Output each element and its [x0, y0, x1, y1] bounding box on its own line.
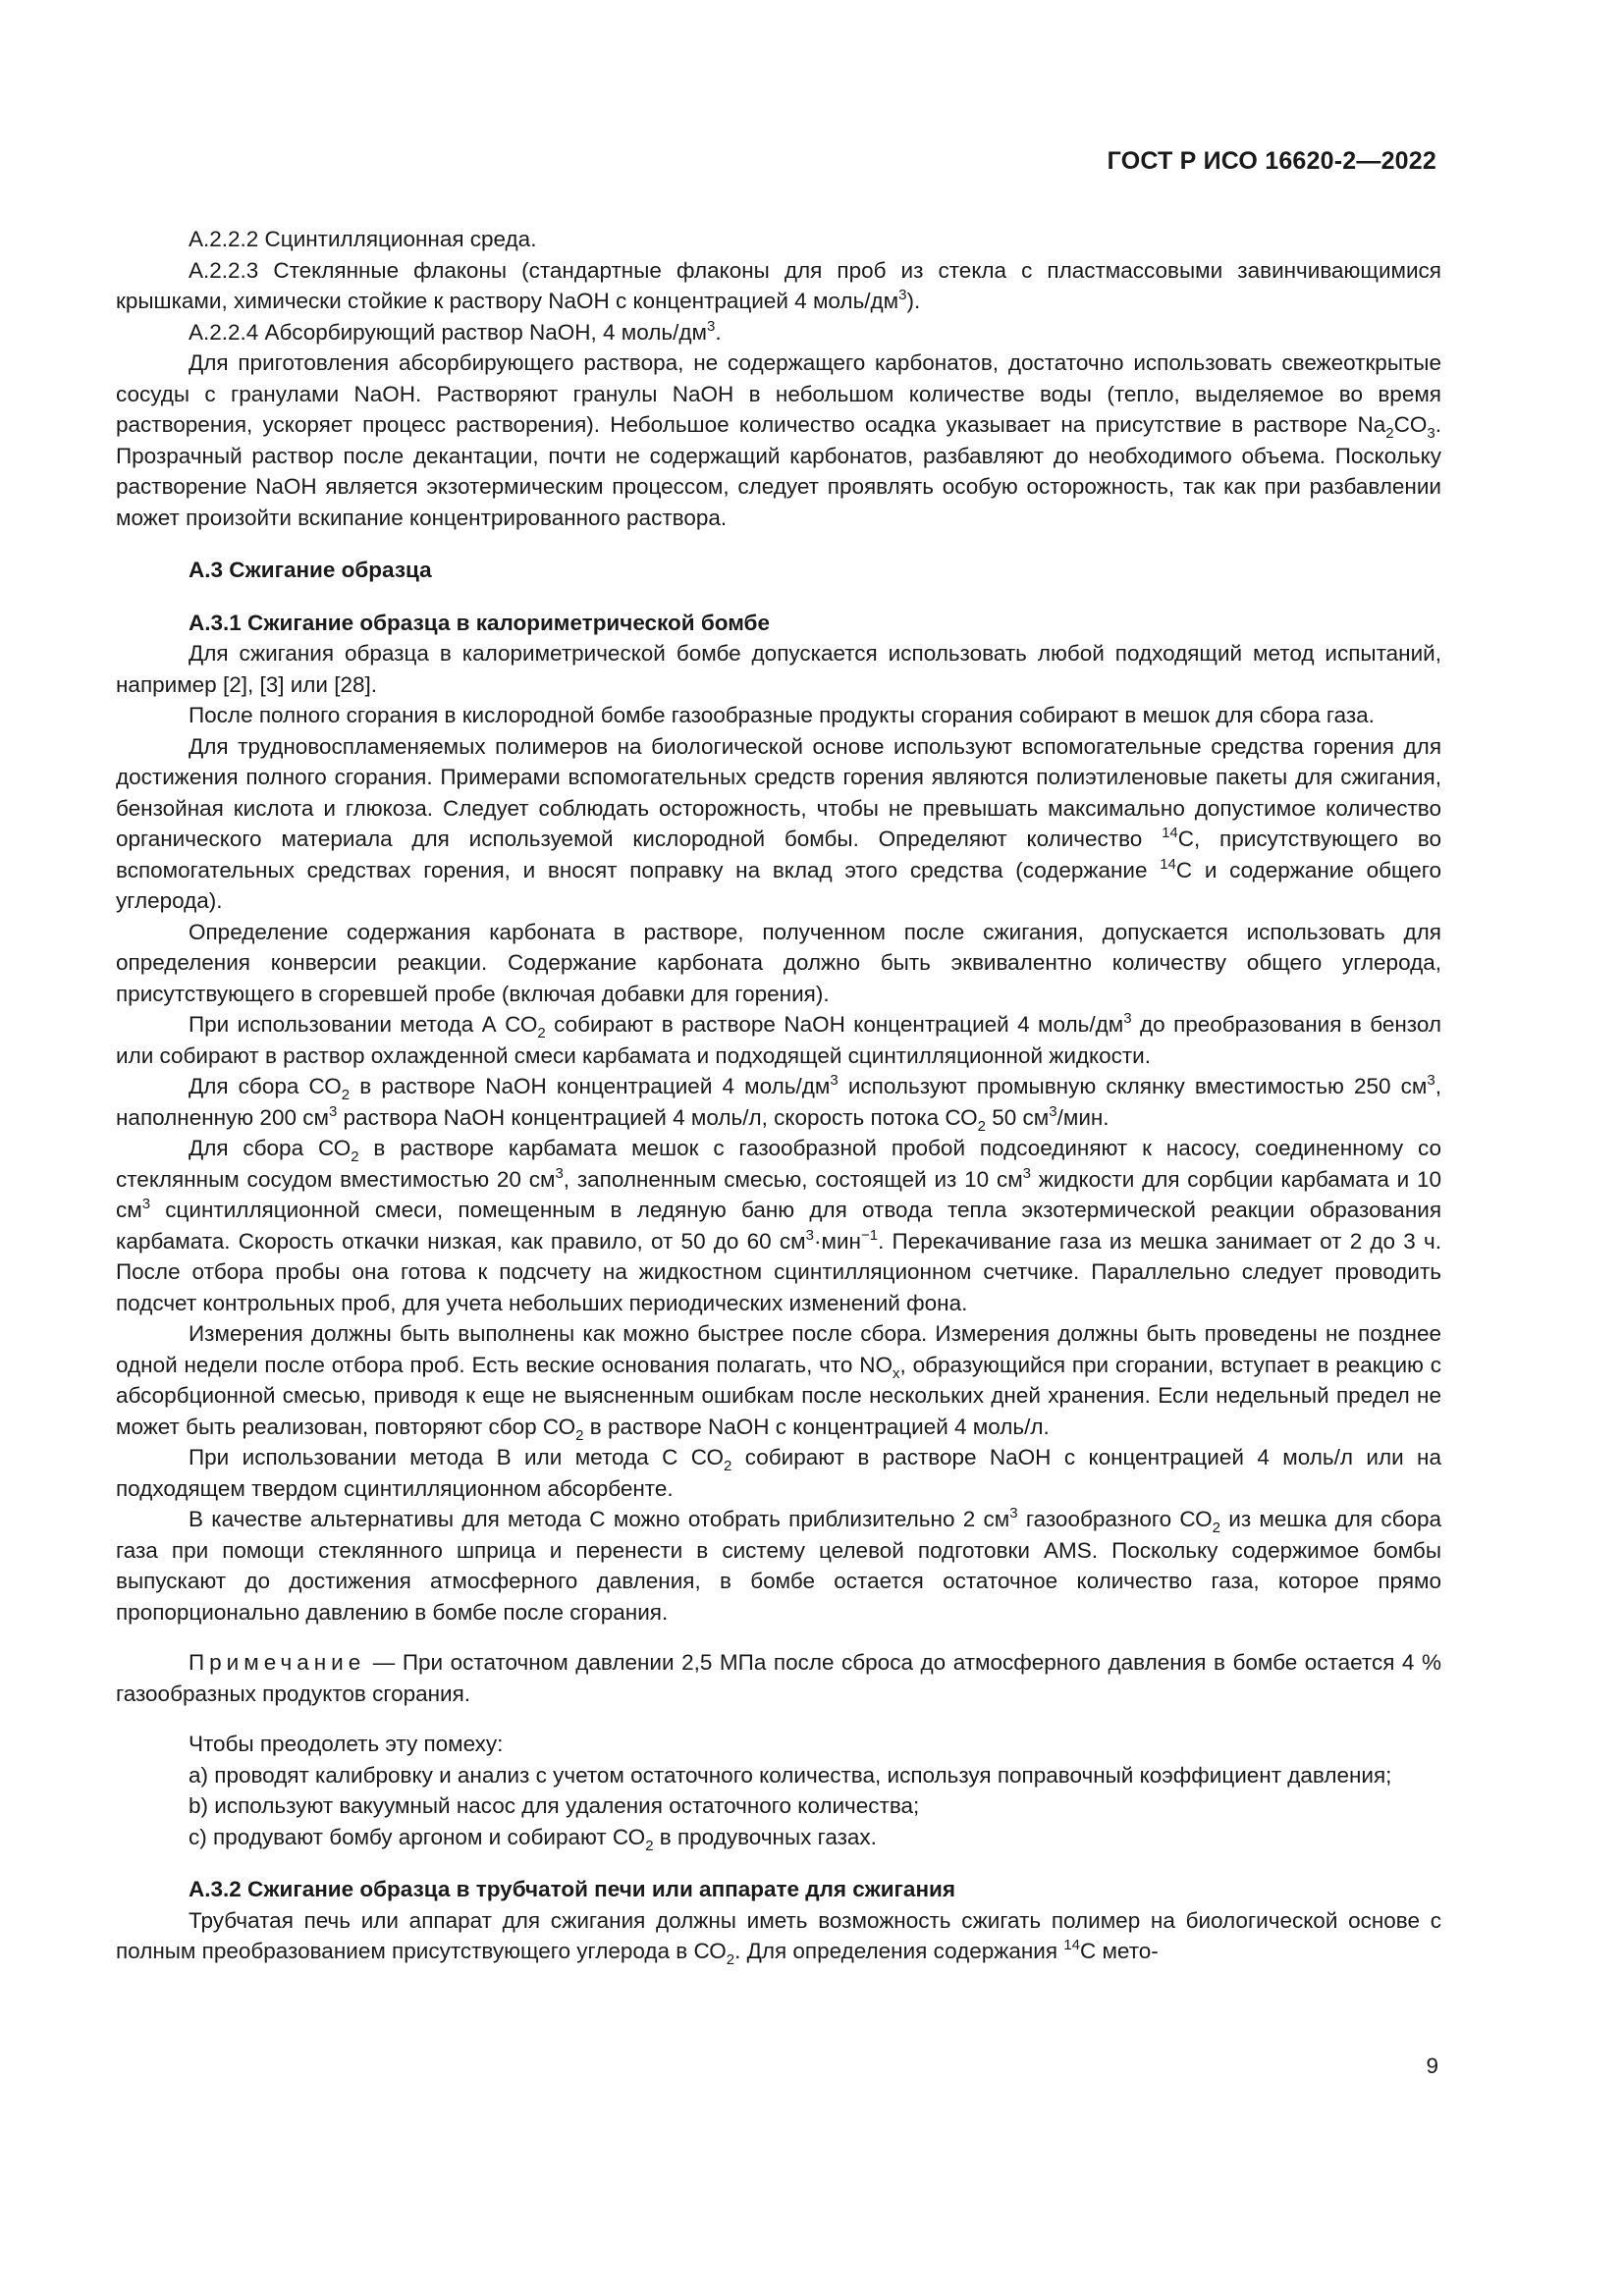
document-body [116, 224, 1441, 1967]
paragraph-alternative: В качестве альтернативы для метода С можно отобрать приблизительно 2 $см^3$ газообразного $СО_2$ из мешка для сбора газа при помощи стеклянного шприца и перенести в систему целевой подготовки AMS. Поскольку содержимое бомбы выпускают до достижения атмосферного давления, в бомбе остается остаточное количество газа, которое прямо пропорционально давлению в бомбе после сгорания. [116, 1505, 1441, 1625]
paragraph-method-a: При использовании метода А $СО_2$ собирают в растворе NaOH концентрацией 4 моль/$дм^3$ до преобразования в бензол или собирают в раствор охлажденной смеси карбамата и подходящей сцинтилляционной жидкости. [116, 1010, 1441, 1068]
note-label: Примечание [189, 1650, 366, 1675]
paragraph-a224: А.2.2.4 Абсорбирующий раствор NaOH, 4 моль/$дм^3$. [189, 317, 722, 345]
list-item-c: с) продувают бомбу аргоном и собирают $СО_2$ в продувочных газах. [189, 1824, 877, 1854]
paragraph-tube-furnace: Трубчатая печь или аппарат для сжигания должны иметь возможность сжигать полимер на биологической основе с полным преобразованием присутствующего углерода в $СО_2$. Для определения содержания $^{14}$С мето- [116, 1907, 1441, 1968]
paragraph-absorbent-prep: Для приготовления абсорбирующего раствора, не содержащего карбонатов, достаточно использовать свежеоткрытые сосуды с гранулами NaOH. Растворяют гранулы NaOH в небольшом количестве воды (тепло, выделяемое во время растворения, ускоряет процесс растворения). Небольшое количество осадка указывает на присутствие в растворе $Na_2CO_3$. Прозрачный раствор после декантации, почти не содержащий карбонатов, разбавляют до необходимого объема. Поскольку растворение NaOH является экзотермическим процессом, следует проявлять особую осторожность, так как при разбавлении может произойти вскипание концентрированного раствора. [116, 350, 1441, 530]
paragraph-after-burn: После полного сгорания в кислородной бомбе газообразные продукты сгорания собирают в мешок для сбора газа. [189, 703, 1375, 727]
section-heading-a3: А.3 Сжигание образца [189, 558, 432, 582]
section-heading-a32: А.3.2 Сжигание образца в трубчатой печи или аппарате для сжигания [189, 1877, 955, 1901]
document-header: ГОСТ Р ИСО 16620-2—2022 [1107, 147, 1436, 175]
paragraph-overcome: Чтобы преодолеть эту помеху: [189, 1732, 504, 1756]
list-item-a: а) проводят калибровку и анализ с учетом остаточного количества, используя поправочный коэффициент давления; [189, 1762, 1392, 1788]
paragraph-a223: А.2.2.3 Стеклянные флаконы (стандартные флаконы для проб из стекла с пластмассовыми завинчивающимися крышками, химически стойкие к раствору NaOH с концентрацией 4 моль/$дм^3$). [116, 257, 1441, 313]
paragraph-naoh-collection: Для сбора $СО_2$ в растворе NaOH концентрацией 4 моль/$дм^3$ используют промывную склянку вместимостью 250 $см^3$, наполненную 200 $см^3$ раствора NaOH концентрацией 4 моль/л, скорость потока $СО_2$ 50 $см^3$/мин. [116, 1072, 1441, 1135]
section-heading-a31: А.3.1 Сжигание образца в калориметрической бомбе [189, 610, 770, 635]
paragraph-method-bc: При использовании метода В или метода С $СО_2$ собирают в растворе NaOH с концентрацией 4 моль/л или на подходящем твердом сцинтилляционном абсорбенте. [116, 1445, 1441, 1501]
list-item-b: b) используют вакуумный насос для удаления остаточного количества; [189, 1793, 920, 1818]
paragraph-bomb-method: Для сжигания образца в калориметрической бомбе допускается использовать любой подходящий метод испытаний, например [2], [3] или [28]. [116, 641, 1441, 697]
paragraph-carbonate: Определение содержания карбоната в растворе, полученном после сжигания, допускается использовать для определения конверсии реакции. Содержание карбоната должно быть эквивалентно количеству общего углерода, присутствующего в сгоревшей пробе (включая добавки для горения). [116, 919, 1441, 1006]
paragraph-aux-aids: Для трудновоспламеняемых полимеров на биологической основе используют вспомогательные средства горения для достижения полного сгорания. Примерами вспомогательных средств горения являются полиэтиленовые пакеты для сжигания, бензойная кислота и глюкоза. Следует соблюдать осторожность, чтобы не превышать максимально допустимое количество органического материала для используемой кислородной бомбы. Определяют количество $^{14}$С, присутствующего во вспомогательных средствах горения, и вносят поправку на вклад этого средства (содержание $^{14}$С и содержание общего углерода). [116, 733, 1442, 913]
paragraph-carbamate-collection: Для сбора $СО_2$ в растворе карбамата мешок с газообразной пробой подсоединяют к насосу, соединенному со стеклянным сосудом вместимостью 20 $см^3$, заполненным смесью, состоящей из 10 $см^3$ жидкости для сорбции карбамата и 10 $см^3$ сцинтилляционной смеси, помещенным в ледяную баню для отвода тепла экзотермической реакции образования карбамата. Скорость откачки низкая, как правило, от 50 до 60 $см^3\cdot мин^{-1}$. Перекачивание газа из мешка занимает от 2 до 3 ч. После отбора пробы она готова к подсчету на жидкостном сцинтилляционном счетчике. Параллельно следует проводить подсчет контрольных проб, для учета небольших периодических изменений фона. [116, 1136, 1441, 1315]
paragraph-measurements: Измерения должны быть выполнены как можно быстрее после сбора. Измерения должны быть проведены не позднее одной недели после отбора проб. Есть веские основания полагать, что $NO_x$, образующийся при сгорании, вступает в реакцию с абсорбционной смесью, приводя к еще не выясненным ошибкам после нескольких дней хранения. Если недельный предел не может быть реализован, повторяют сбор $СО_2$ в растворе NaOH с концентрацией 4 моль/л. [116, 1321, 1441, 1444]
note: Примечание — При остаточном давлении 2,5 МПа после сброса до атмосферного давления в бомбе остается 4 % газообразных продуктов сгорания. [116, 1650, 1441, 1706]
page-number: 9 [1426, 2054, 1438, 2078]
paragraph-a222: А.2.2.2 Сцинтилляционная среда. [189, 227, 537, 251]
